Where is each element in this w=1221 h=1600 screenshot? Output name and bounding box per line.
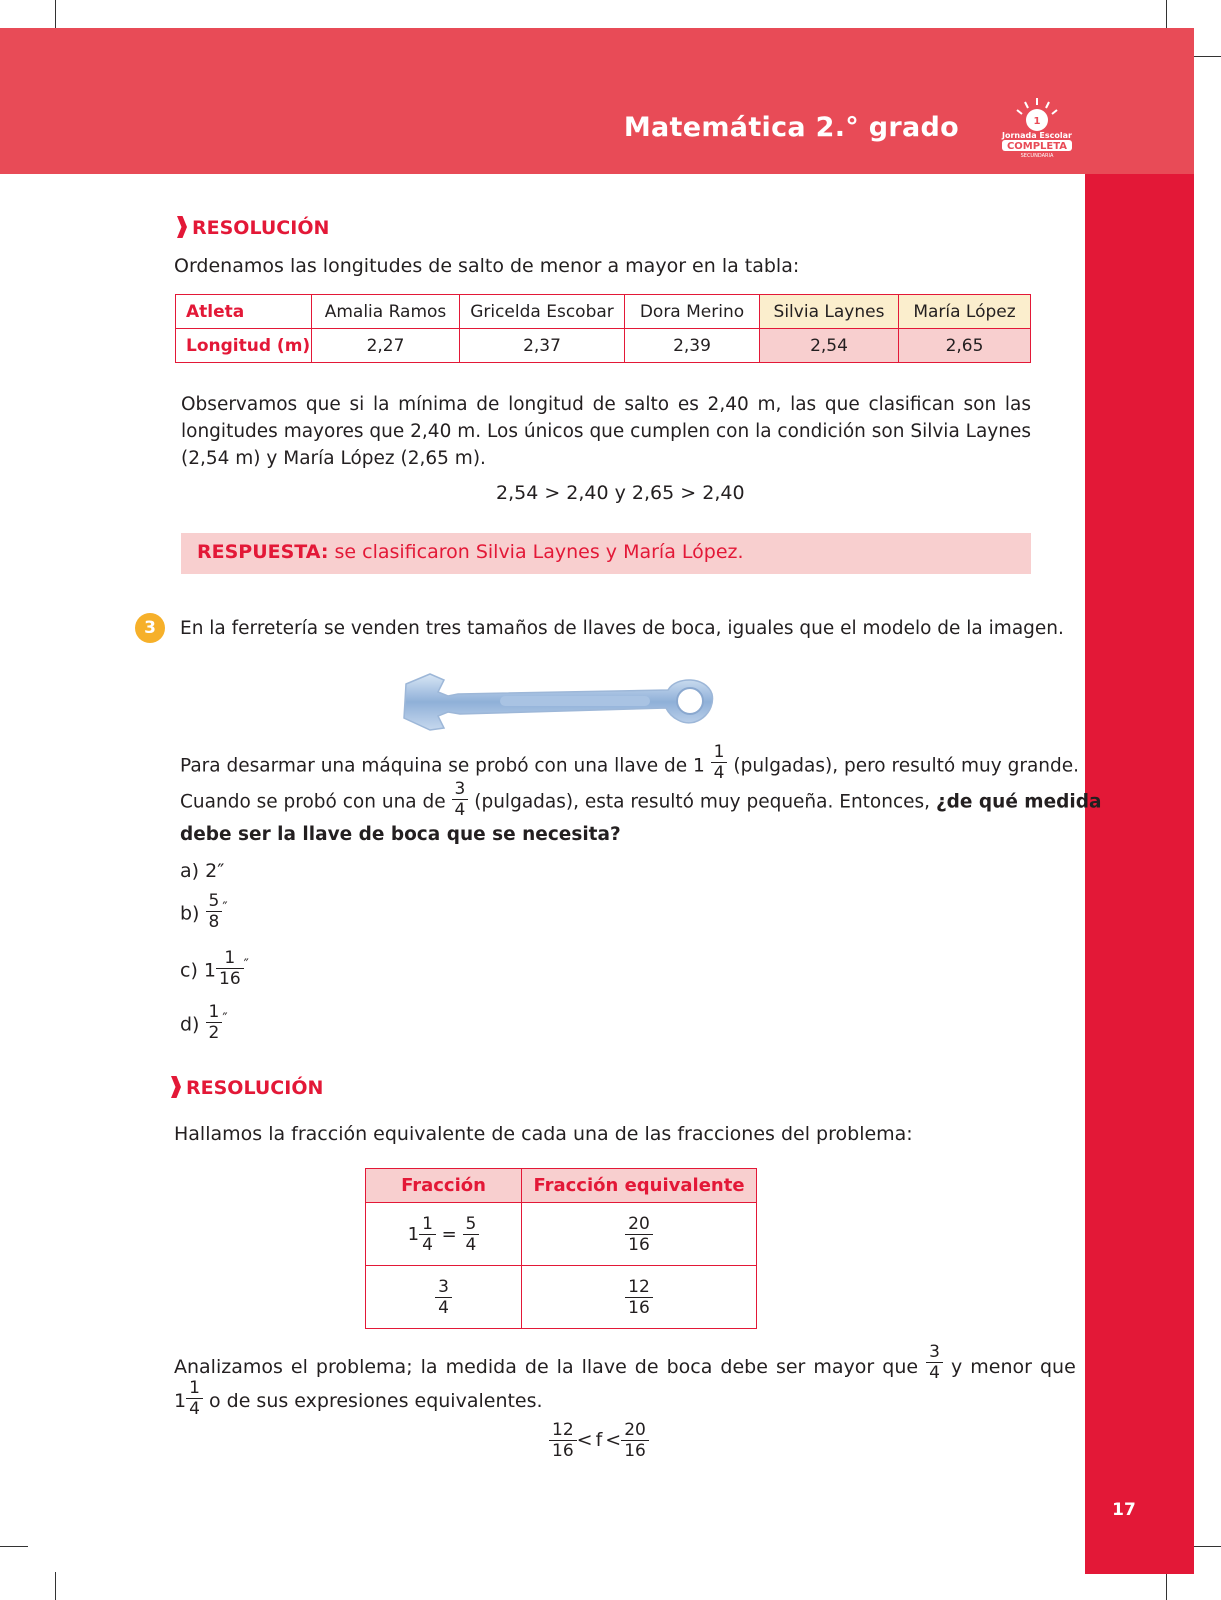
crop-mark: [55, 1572, 56, 1600]
table-row: [366, 1266, 757, 1329]
option-c: [180, 948, 249, 990]
table-cell: Gricelda Escobar: [460, 295, 625, 329]
less-than: <: [605, 1429, 622, 1451]
fraction: [463, 1214, 480, 1255]
svg-text:COMPLETA: COMPLETA: [1006, 141, 1068, 152]
table-row: [176, 295, 1031, 329]
question-line-1: [180, 742, 1080, 783]
option-label: c): [180, 959, 198, 982]
fraction-denominator: 2: [208, 1023, 220, 1044]
table-cell: 2,39: [625, 329, 760, 363]
text: y menor que: [950, 1356, 1076, 1378]
inch-mark: ″: [243, 957, 249, 973]
fraction-numerator: 1: [216, 948, 244, 969]
chevron-icon: [177, 216, 187, 238]
fraction-numerator: 1: [186, 1378, 203, 1399]
fraction-denominator: 8: [208, 912, 220, 933]
variable: f: [595, 1429, 603, 1451]
table-cell: Silvia Laynes: [760, 295, 899, 329]
column-header: Fracción: [366, 1169, 522, 1203]
svg-text:1: 1: [1033, 116, 1041, 127]
wrench-image: [400, 670, 716, 734]
fraction-numerator: 20: [621, 1420, 649, 1441]
text: Cuando se probó con una de: [180, 791, 446, 813]
side-bar: [1085, 174, 1194, 1574]
option-d: [180, 1002, 228, 1044]
question-number-badge: 3: [135, 613, 165, 643]
whole-number: 1: [174, 1390, 187, 1412]
jec-logo: [998, 96, 1076, 158]
option-label: d): [180, 1013, 200, 1036]
whole-number: 1: [407, 1223, 420, 1245]
fraction-numerator: 1: [711, 742, 728, 763]
fraction-denominator: 16: [624, 1441, 646, 1461]
fraction-denominator: 16: [628, 1234, 650, 1255]
fraction: [549, 1420, 577, 1461]
bold-question: ¿de qué medida: [935, 791, 1102, 813]
table-cell: 2,37: [460, 329, 625, 363]
text: o de sus expresiones equivalentes.: [208, 1390, 543, 1412]
fraction-numerator: 3: [452, 779, 469, 800]
option-label: b): [180, 902, 200, 925]
table-cell: 2,65: [899, 329, 1031, 363]
row-label: Longitud (m): [176, 329, 312, 363]
option-b: [180, 891, 228, 933]
crop-mark: [1194, 1546, 1221, 1547]
table-cell: 2,27: [312, 329, 460, 363]
text: Analizamos el problema; la medida de la llave de boca debe ser mayor que: [174, 1356, 919, 1378]
fraction: [435, 1277, 452, 1318]
equals-sign: =: [441, 1223, 457, 1245]
question-line-2: [180, 779, 1102, 820]
fraction: [216, 948, 244, 989]
question-line-3: debe ser la llave de boca que se necesita?: [180, 824, 621, 845]
fraction-numerator: 12: [625, 1277, 653, 1298]
fraction: [625, 1214, 653, 1255]
table-cell: [522, 1266, 757, 1329]
analysis-line-2: [174, 1378, 543, 1419]
fraction-denominator: 4: [422, 1234, 433, 1255]
fraction: [625, 1277, 653, 1318]
answer-label: RESPUESTA:: [197, 541, 329, 563]
final-inequality: [549, 1420, 649, 1461]
fraction-denominator: 4: [713, 763, 725, 783]
section-heading-text: RESOLUCIÓN: [186, 1077, 324, 1099]
table-cell: 2,54: [760, 329, 899, 363]
fraction-denominator: 4: [189, 1399, 200, 1419]
answer-box: [181, 533, 1031, 574]
crop-mark: [55, 0, 56, 28]
fraction: [186, 1378, 203, 1419]
question-statement: En la ferretería se venden tres tamaños de llaves de boca, iguales que el modelo de la imagen.: [180, 618, 1064, 639]
table-cell: [366, 1203, 522, 1266]
option-a: [180, 858, 224, 885]
fraction-denominator: 16: [552, 1441, 574, 1461]
fraction-numerator: 5: [206, 891, 223, 912]
inequality: 2,54 > 2,40 y 2,65 > 2,40: [496, 482, 745, 504]
fraction-denominator: 4: [929, 1363, 940, 1383]
crop-mark: [1194, 56, 1221, 57]
option-label: a): [180, 860, 200, 882]
fraction: [711, 742, 728, 783]
crop-mark: [0, 1546, 28, 1547]
table-cell: María López: [899, 295, 1031, 329]
row-label: Atleta: [176, 295, 312, 329]
text: (pulgadas), pero resultó muy grande.: [733, 755, 1080, 777]
svg-text:Jornada Escolar: Jornada Escolar: [1002, 131, 1072, 140]
fraction-denominator: 16: [219, 969, 241, 990]
page-header-title: Matemática 2.° grado: [623, 112, 959, 143]
equivalent-fraction-table: [365, 1168, 757, 1329]
table-row: [176, 329, 1031, 363]
fraction: [206, 891, 223, 932]
fraction: [926, 1342, 943, 1383]
option-whole: 1: [203, 959, 216, 982]
inch-mark: ″: [222, 1011, 228, 1027]
table-cell: Dora Merino: [625, 295, 760, 329]
fraction-numerator: 12: [549, 1420, 577, 1441]
option-text: 2″: [205, 860, 225, 882]
fraction: [206, 1002, 223, 1043]
svg-text:SECUNDARIA: SECUNDARIA: [1020, 153, 1054, 158]
fraction-denominator: 4: [438, 1297, 449, 1318]
fraction-numerator: 1: [206, 1002, 223, 1023]
crop-mark: [1166, 0, 1167, 28]
fraction-denominator: 16: [628, 1297, 650, 1318]
text: Para desarmar una máquina se probó con una llave de 1: [180, 755, 705, 777]
section-heading: [171, 1076, 323, 1099]
fraction-numerator: 20: [625, 1214, 653, 1235]
fraction: [621, 1420, 649, 1461]
fraction-denominator: 4: [465, 1234, 477, 1255]
fraction-denominator: 4: [454, 800, 466, 820]
inch-mark: ″: [222, 900, 228, 916]
fraction-numerator: 3: [435, 1277, 452, 1298]
fraction-numerator: 3: [926, 1342, 943, 1363]
section-heading-text: RESOLUCIÓN: [192, 217, 330, 239]
fraction: [452, 779, 469, 820]
column-header: Fracción equivalente: [522, 1169, 757, 1203]
table-row: [366, 1203, 757, 1266]
crop-mark: [1166, 1572, 1167, 1600]
page-number: 17: [1112, 1500, 1136, 1520]
section-intro: Ordenamos las longitudes de salto de menor a mayor en la tabla:: [174, 255, 800, 277]
answer-text: se clasificaron Silvia Laynes y María López.: [328, 541, 744, 563]
table-cell: Amalia Ramos: [312, 295, 460, 329]
fraction-numerator: 1: [419, 1214, 436, 1235]
fraction: [419, 1214, 436, 1255]
section-heading: [177, 216, 329, 239]
fraction-numerator: 5: [463, 1214, 480, 1235]
chevron-icon: [171, 1076, 181, 1098]
table-header-row: [366, 1169, 757, 1203]
section-intro: Hallamos la fracción equivalente de cada una de las fracciones del problema:: [174, 1123, 913, 1145]
analysis-line-1: [174, 1342, 1076, 1383]
table-cell: [522, 1203, 757, 1266]
observation-paragraph: Observamos que si la mínima de longitud de salto es 2,40 m, las que clasifican son las longitudes mayores que 2,40 m. Los únicos que cumplen con la condición son Silvia Laynes (2,54 m) y María López (2,65 m).: [181, 394, 1031, 469]
table-cell: [366, 1266, 522, 1329]
less-than: <: [576, 1429, 593, 1451]
jump-length-table: [175, 294, 1031, 363]
text: (pulgadas), esta resultó muy pequeña. Entonces,: [474, 791, 931, 813]
